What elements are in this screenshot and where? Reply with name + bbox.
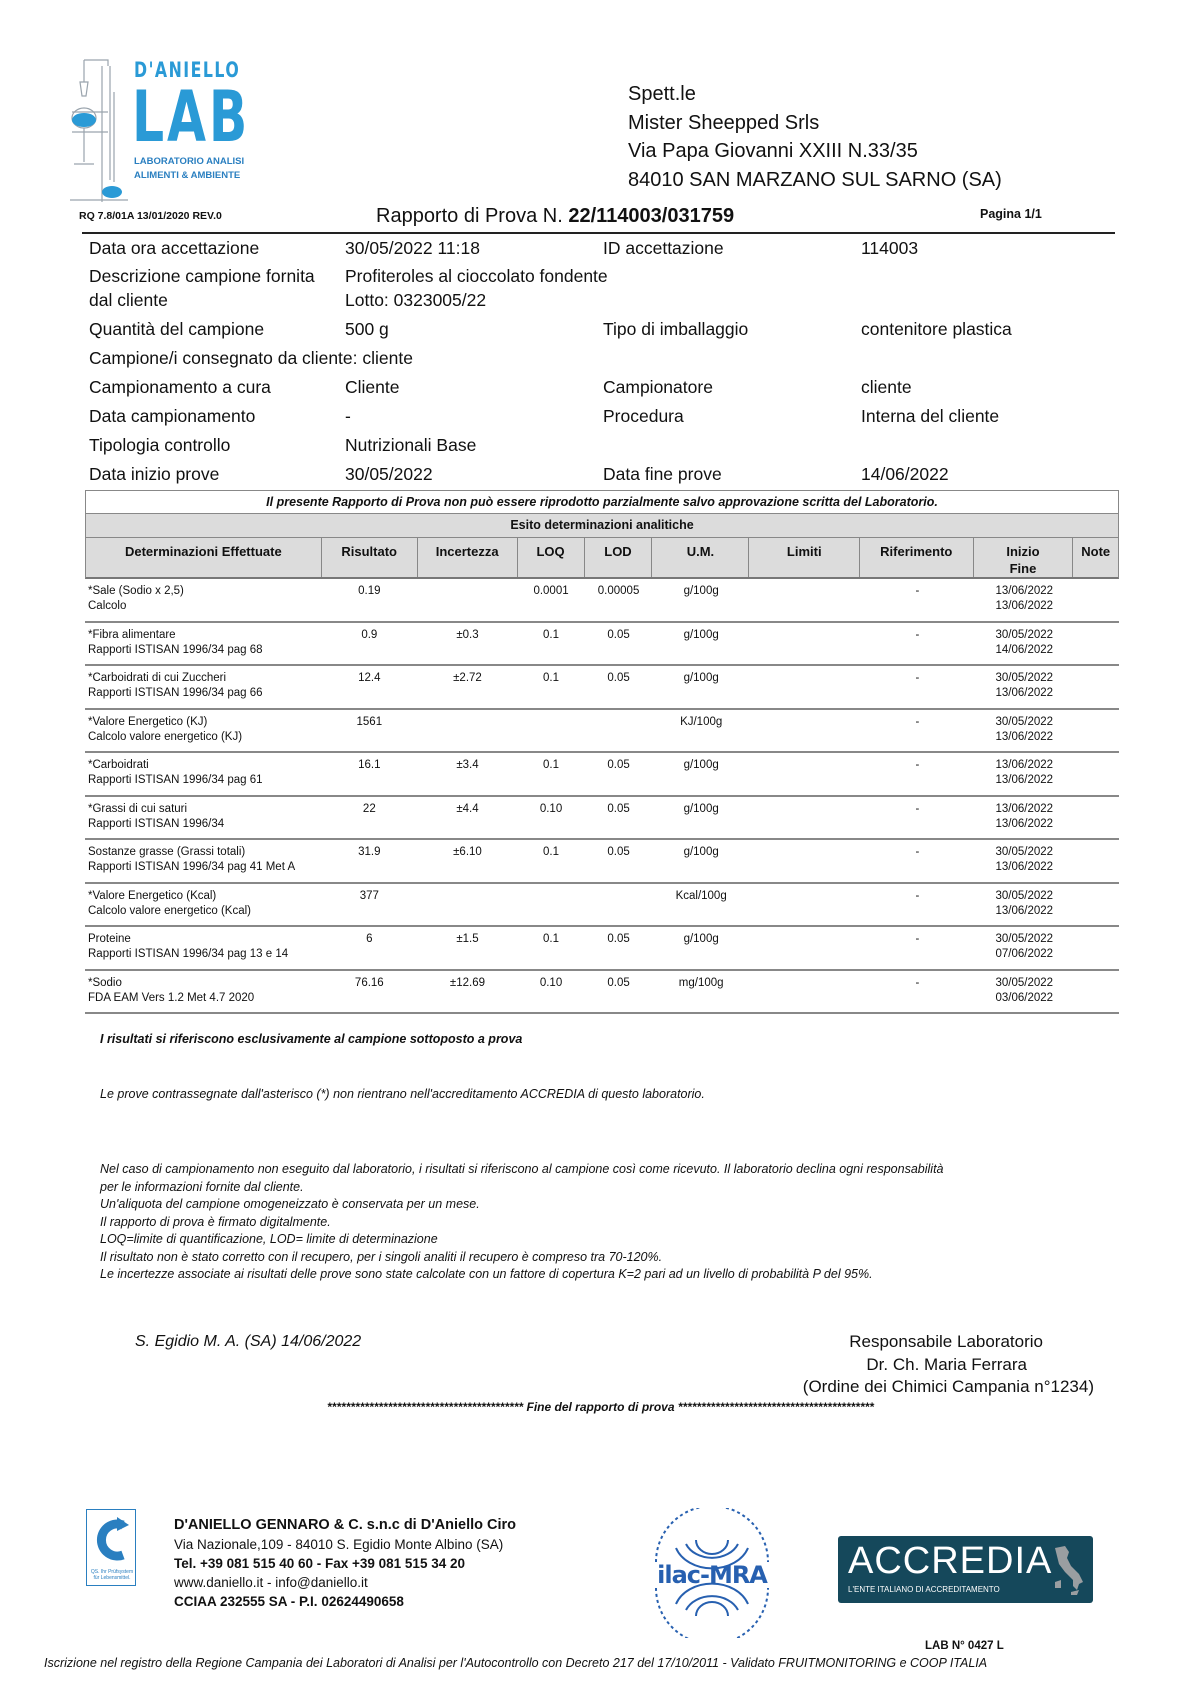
- signer-role: Responsabile Laboratorio: [849, 1332, 1043, 1351]
- cell-reference: -: [915, 628, 920, 641]
- cell-result: 0.19: [358, 585, 381, 597]
- company-name: D'ANIELLO GENNARO & C. s.n.c di D'Aniello Ciro: [174, 1517, 517, 1533]
- table-row: [85, 971, 1119, 1015]
- info-row-control-type: Tipologia controllo Nutrizionali Base: [89, 435, 477, 455]
- cell-reference: -: [915, 889, 920, 902]
- cell-reference: -: [915, 715, 920, 728]
- place-and-date: S. Egidio M. A. (SA) 14/06/2022: [135, 1333, 362, 1350]
- cell-result: 31.9: [358, 846, 381, 858]
- table-row: [85, 710, 1119, 754]
- cell-result: 377: [359, 889, 379, 902]
- cell-determination: *Carboidrati Rapporti ISTISAN 1996/34 pag 61: [88, 759, 263, 786]
- cell-dates: 13/06/2022 13/06/2022: [995, 759, 1054, 786]
- asterisk-note: Le prove contrassegnate dall'asterisco (*) non rientrano nell'accreditamento ACCREDIA di questo laboratorio.: [100, 1087, 705, 1101]
- cell-um: g/100g: [683, 628, 719, 641]
- cell-loq: 0.1: [543, 628, 560, 641]
- italy-map-icon: [1051, 1544, 1085, 1596]
- logo-brand-text: D'ANIELLO: [134, 58, 241, 82]
- accredia-subtitle: L'ENTE ITALIANO DI ACCREDITAMENTO: [848, 1585, 1000, 1594]
- info-row-delivered: Campione/i consegnato da cliente: cliente: [89, 348, 413, 368]
- cell-um: g/100g: [683, 846, 719, 858]
- col-header-dates: Inizio Fine: [974, 538, 1074, 577]
- company-info: [174, 1516, 516, 1611]
- reproduction-notice: Il presente Rapporto di Prova non può essere riprodotto parzialmente salvo approvazione scritta del Laboratorio.: [85, 490, 1119, 514]
- col-header-limits: Limiti: [749, 538, 860, 577]
- table-row: [85, 666, 1119, 710]
- cell-loq: 0.1: [543, 933, 560, 945]
- cell-loq: 0.10: [539, 802, 563, 815]
- cell-lod: 0.05: [607, 802, 630, 815]
- col-header-reference: Riferimento: [860, 538, 973, 577]
- cell-limits: [750, 579, 861, 621]
- document-code: RQ 7.8/01A 13/01/2020 REV.0: [79, 210, 222, 222]
- cell-result: 16.1: [358, 759, 381, 771]
- company-web[interactable]: www.daniello.it - info@daniello.it: [174, 1575, 368, 1590]
- cell-note: [1074, 927, 1119, 969]
- table-row: [85, 884, 1119, 928]
- registration-footer: Iscrizione nel registro della Regione Campania dei Laboratori di Analisi per l'Autocontrollo con Decreto 217 del 17/10/2011 - Validato FRUITMONITORING e COOP ITALIA: [44, 1656, 988, 1670]
- cell-uncertainty: ±3.4: [456, 759, 479, 771]
- cell-reference: -: [915, 672, 920, 684]
- results-table: [85, 490, 1119, 1014]
- cell-limits: [750, 884, 861, 926]
- logo-subtitle: LABORATORIO ANALISI ALIMENTI & AMBIENTE: [134, 156, 245, 181]
- cell-determination: *Valore Energetico (Kcal) Calcolo valore energetico (Kcal): [88, 889, 251, 917]
- ilac-mra-text: ilac-MRA: [657, 1561, 767, 1589]
- cell-uncertainty: ±1.5: [456, 933, 479, 945]
- cell-limits: [750, 623, 861, 665]
- ilac-mra-logo: [650, 1508, 774, 1638]
- cell-limits: [750, 927, 861, 969]
- cell-determination: Sostanze grasse (Grassi totali) Rapporti ISTISAN 1996/34 pag 41 Met A: [88, 846, 296, 873]
- cell-determination: *Fibra alimentare Rapporti ISTISAN 1996/34 pag 68: [88, 628, 263, 656]
- cell-loq: 0.1: [543, 672, 560, 684]
- company-registry: CCIAA 232555 SA - P.I. 02624490658: [174, 1594, 404, 1609]
- cell-loq: 0.10: [539, 976, 563, 989]
- page-number: Pagina 1/1: [980, 207, 1042, 221]
- recipient-name: Mister Sheepped Srls: [628, 111, 820, 134]
- company-phone: Tel. +39 081 515 40 60 - Fax +39 081 515 34 20: [174, 1556, 465, 1571]
- company-address: Via Nazionale,109 - 84010 S. Egidio Monte Albino (SA): [174, 1537, 504, 1552]
- recipient-city: 84010 SAN MARZANO SUL SARNO (SA): [628, 168, 1002, 191]
- info-row-acceptance: Data ora accettazione 30/05/2022 11:18 ID accettazione 114003: [89, 238, 919, 258]
- cell-limits: [750, 840, 861, 882]
- cell-lod: 0.00005: [597, 585, 640, 597]
- cell-um: g/100g: [683, 585, 719, 597]
- table-row: [85, 623, 1119, 667]
- cell-limits: [750, 710, 861, 752]
- accredia-lab-number: LAB N° 0427 L: [925, 1640, 1004, 1652]
- cell-um: Kcal/100g: [675, 889, 727, 902]
- table-header: [85, 538, 1119, 579]
- cell-um: g/100g: [683, 672, 719, 684]
- info-row-sampling: Campionamento a cura Cliente Campionatore cliente: [89, 377, 912, 397]
- cell-note: [1074, 579, 1119, 621]
- cell-result: 6: [366, 933, 373, 945]
- info-row-description-2: dal cliente Lotto: 0323005/22: [89, 290, 487, 310]
- cell-loq: 0.1: [543, 759, 560, 771]
- table-body: [85, 579, 1119, 1014]
- cell-dates: 30/05/2022 13/06/2022: [995, 846, 1054, 873]
- qs-arrow-icon: [93, 1515, 131, 1565]
- cell-uncertainty: ±2.72: [453, 672, 482, 684]
- cell-result: 12.4: [358, 672, 381, 684]
- table-section-title: Esito determinazioni analitiche: [85, 514, 1119, 538]
- accredia-logo: [838, 1536, 1093, 1603]
- cell-dates: 30/05/2022 13/06/2022: [995, 889, 1054, 917]
- cell-dates: 30/05/2022 13/06/2022: [995, 715, 1054, 743]
- cell-loq: [518, 884, 585, 926]
- cell-note: [1074, 753, 1119, 795]
- cell-note: [1074, 623, 1119, 665]
- cell-uncertainty: [417, 579, 517, 621]
- cell-uncertainty: [417, 710, 517, 752]
- col-header-lod: LOD: [585, 538, 653, 577]
- cell-dates: 30/05/2022 14/06/2022: [995, 628, 1054, 656]
- cell-dates: 30/05/2022 07/06/2022: [995, 933, 1054, 960]
- signer-registration: (Ordine dei Chimici Campania n°1234): [802, 1377, 1094, 1396]
- cell-uncertainty: ±0.3: [456, 628, 479, 641]
- info-row-quantity: Quantità del campione 500 g Tipo di imballaggio contenitore plastica: [89, 319, 1012, 339]
- cell-limits: [750, 971, 861, 1013]
- cell-result: 76.16: [354, 976, 384, 989]
- cell-reference: -: [915, 802, 920, 815]
- cell-note: [1074, 971, 1119, 1013]
- cell-um: g/100g: [683, 933, 719, 945]
- col-header-um: U.M.: [652, 538, 749, 577]
- cell-loq: [518, 710, 585, 752]
- cell-uncertainty: ±12.69: [449, 976, 486, 989]
- logo-lab-text: LAB: [132, 76, 251, 158]
- report-number: 22/114003/031759: [568, 205, 735, 227]
- cell-dates: 30/05/2022 03/06/2022: [995, 976, 1054, 1004]
- cell-limits: [750, 797, 861, 839]
- cell-determination: *Valore Energetico (KJ) Calcolo valore energetico (KJ): [88, 715, 243, 743]
- cell-dates: 13/06/2022 13/06/2022: [995, 802, 1054, 830]
- cell-um: mg/100g: [678, 976, 724, 989]
- header-divider: [82, 232, 1115, 234]
- cell-note: [1074, 797, 1119, 839]
- cell-note: [1074, 666, 1119, 708]
- cell-lod: 0.05: [607, 672, 630, 684]
- cell-limits: [750, 666, 861, 708]
- cell-uncertainty: [417, 884, 517, 926]
- qs-certification-logo: QS. Ihr Prüfsystem für Lebensmittel.: [86, 1509, 136, 1586]
- cell-result: 22: [362, 802, 376, 815]
- cell-reference: -: [915, 976, 920, 989]
- lab-apparatus-icon: [68, 52, 132, 204]
- cell-result: 0.9: [361, 628, 378, 641]
- cell-limits: [750, 753, 861, 795]
- daniello-lab-logo: [68, 52, 251, 204]
- cell-reference: -: [915, 759, 920, 771]
- cell-reference: -: [915, 585, 920, 597]
- cell-um: g/100g: [683, 802, 719, 815]
- cell-reference: -: [915, 846, 920, 858]
- info-row-sampling-date: Data campionamento - Procedura Interna del cliente: [89, 406, 1000, 426]
- cell-lod: 0.05: [607, 759, 630, 771]
- cell-lod: 0.05: [607, 933, 630, 945]
- cell-dates: 30/05/2022 13/06/2022: [995, 672, 1054, 699]
- cell-determination: Proteine Rapporti ISTISAN 1996/34 pag 13 e 14: [88, 933, 289, 960]
- table-row: [85, 797, 1119, 841]
- accredia-title: ACCREDIA: [848, 1540, 1053, 1582]
- cell-loq: 0.0001: [533, 585, 569, 597]
- signer-name: Dr. Ch. Maria Ferrara: [866, 1354, 1027, 1374]
- signature-block: [782, 1331, 1094, 1399]
- table-row: [85, 753, 1119, 797]
- cell-lod: 0.05: [607, 976, 630, 989]
- cell-determination: *Grassi di cui saturi Rapporti ISTISAN 1996/34: [88, 802, 225, 830]
- cell-lod: [585, 710, 653, 752]
- cell-result: 1561: [356, 715, 383, 728]
- results-scope-note: I risultati si riferiscono esclusivamente al campione sottoposto a prova: [100, 1032, 523, 1046]
- cell-determination: *Carboidrati di cui Zuccheri Rapporti ISTISAN 1996/34 pag 66: [88, 672, 263, 699]
- recipient-street: Via Papa Giovanni XXIII N.33/35: [628, 140, 918, 162]
- end-of-report-marker: ****************************************** Fine del rapporto di prova ******************************************: [327, 1400, 874, 1414]
- cell-loq: 0.1: [543, 846, 560, 858]
- col-header-result: Risultato: [322, 538, 418, 577]
- table-row: [85, 840, 1119, 884]
- cell-note: [1074, 840, 1119, 882]
- legal-notes: Nel caso di campionamento non eseguito dal laboratorio, i risultati si riferiscono al campione così come ricevuto. Il laboratorio declina ogni responsabilità per le informazioni fornite dal cliente. Un'aliquota del campione omogeneizzato è conservata per un mese. Il rapporto di prova è firmato digitalmente. LOQ=limite di quantificazione, LOD= limite di determinazione Il risultato non è stato corretto con il recupero, per i singoli analiti il recupero è compreso tra 70-120%. Le incertezze associate ai risultati delle prove sono state calcolate con un fattore di copertura K=2 pari ad un livello di probabilità P del 95%.: [100, 1162, 944, 1281]
- cell-dates: 13/06/2022 13/06/2022: [995, 585, 1054, 612]
- cell-note: [1074, 884, 1119, 926]
- cell-uncertainty: ±4.4: [456, 802, 479, 815]
- cell-reference: -: [915, 933, 920, 945]
- col-header-note: Note: [1081, 544, 1111, 559]
- info-row-test-dates: Data inizio prove 30/05/2022 Data fine prove 14/06/2022: [89, 464, 949, 484]
- report-title: Rapporto di Prova N. 22/114003/031759: [376, 205, 735, 227]
- table-row: [85, 579, 1119, 623]
- recipient-salutation: Spett.le: [628, 83, 696, 105]
- cell-lod: 0.05: [607, 846, 630, 858]
- cell-lod: 0.05: [607, 628, 630, 641]
- cell-determination: *Sale (Sodio x 2,5) Calcolo: [88, 585, 184, 612]
- col-header-uncertainty: Incertezza: [418, 538, 518, 577]
- recipient-address: [628, 80, 1002, 194]
- table-row: [85, 927, 1119, 971]
- info-row-description: Descrizione campione fornita Profiteroles al cioccolato fondente: [89, 266, 608, 286]
- cell-note: [1074, 710, 1119, 752]
- col-header-loq: LOQ: [518, 538, 585, 577]
- cell-lod: [585, 884, 653, 926]
- cell-um: KJ/100g: [680, 715, 723, 728]
- col-header-determination: Determinazioni Effettuate: [86, 538, 322, 577]
- cell-um: g/100g: [683, 759, 719, 771]
- cell-determination: *Sodio FDA EAM Vers 1.2 Met 4.7 2020: [88, 976, 255, 1004]
- cell-uncertainty: ±6.10: [453, 846, 482, 858]
